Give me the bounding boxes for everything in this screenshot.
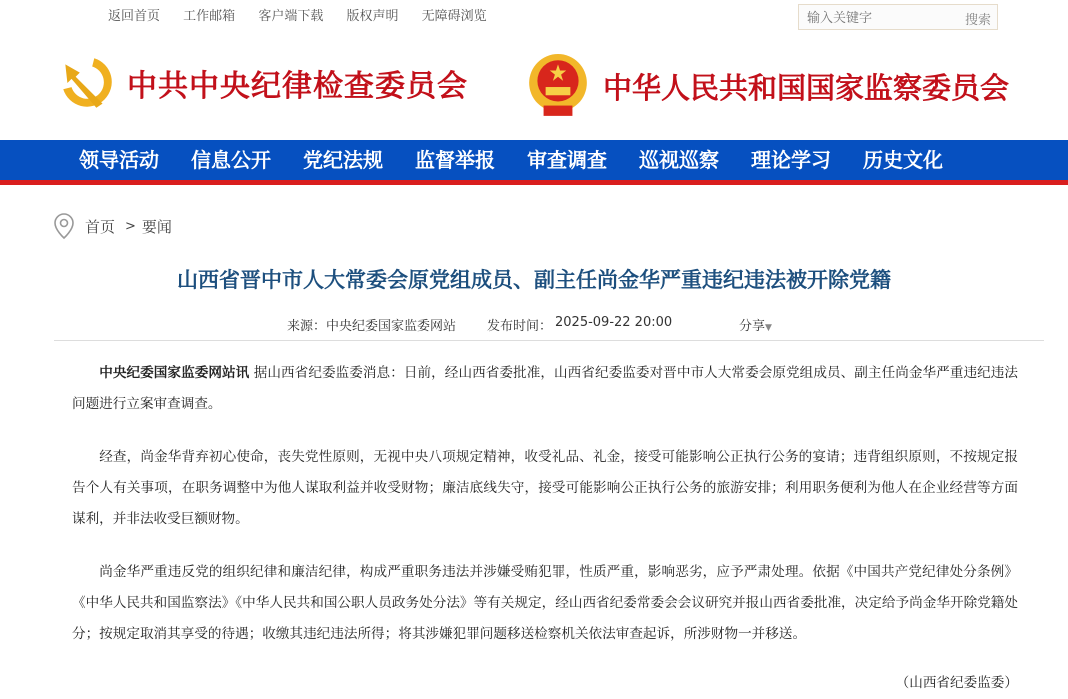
party-emblem-icon <box>55 52 117 114</box>
logo-ccdi[interactable] <box>55 52 468 114</box>
link-copyright[interactable]: 版权声明 <box>346 9 399 24</box>
paragraph <box>72 358 1018 420</box>
logo-nsc[interactable] <box>527 52 1009 120</box>
nav-item[interactable]: 巡视巡察 <box>639 148 719 172</box>
link-client-download[interactable]: 客户端下载 <box>258 9 324 24</box>
source-label: 来源： <box>287 319 327 334</box>
top-links <box>108 5 506 24</box>
source-value: 中央纪委国家监委网站 <box>326 319 457 334</box>
share-label: 分享 <box>739 319 766 334</box>
main-nav <box>0 140 1068 185</box>
article-title: 山西省晋中市人大常委会原党组成员、副主任尚金华严重违纪违法被开除党籍 <box>177 268 891 292</box>
search-input[interactable] <box>799 5 939 29</box>
link-mail[interactable]: 工作邮箱 <box>183 9 236 24</box>
signature: （山西省纪委监委） <box>895 675 1018 691</box>
nav-item[interactable]: 理论学习 <box>751 148 831 172</box>
share-button[interactable] <box>739 315 772 334</box>
nav-item[interactable]: 领导活动 <box>79 148 159 172</box>
search-box <box>798 4 998 30</box>
caret-down-icon: ▼ <box>765 323 772 333</box>
nav-item[interactable]: 信息公开 <box>191 148 271 172</box>
article-body <box>72 358 1018 699</box>
time-label: 发布时间： <box>487 319 553 334</box>
link-home[interactable]: 返回首页 <box>108 9 161 24</box>
nav-item[interactable]: 党纪法规 <box>303 148 383 172</box>
publish-time: 2025-09-22 20:00 <box>555 315 673 330</box>
breadcrumb-separator: > <box>125 218 136 234</box>
logo-ccdi-text: 中共中央纪律检查委员会 <box>127 69 468 104</box>
breadcrumb <box>52 212 172 240</box>
paragraph-text: 据山西省纪委监委消息：日前，经山西省委批准，山西省纪委监委对晋中市人大常委会原党组成员、副主任尚金华严重违纪违法问题进行立案审查调查。 <box>72 365 1019 412</box>
divider <box>54 340 1044 341</box>
paragraph: 经查，尚金华背弃初心使命，丧失党性原则，无视中央八项规定精神，收受礼品、礼金，接受可能影响公正执行公务的宴请；违背组织原则，不按规定报告个人有关事项，在职务调整中为他人谋取利益并收受财物；廉洁底线失守，接受可能影响公正执行公务的旅游安排；利用职务便利为他人在企业经营等方面谋利，并非法收受巨额财物。 <box>72 449 1018 527</box>
paragraph: 尚金华严重违反党的组织纪律和廉洁纪律，构成严重职务违法并涉嫌受贿犯罪，性质严重，影响恶劣，应予严肃处理。依据《中国共产党纪律处分条例》《中华人民共和国监察法》《中华人民共和国公职人员政务处分法》等有关规定，经山西省纪委常委会会议研究并报山西省委批准，决定给予尚金华开除党籍处分；按规定取消其享受的待遇；收缴其违纪违法所得；将其涉嫌犯罪问题移送检察机关依法审查起诉，所涉财物一并移送。 <box>72 564 1018 642</box>
breadcrumb-current[interactable]: 要闻 <box>141 217 172 236</box>
link-accessibility[interactable]: 无障碍浏览 <box>421 9 487 24</box>
nav-item[interactable]: 历史文化 <box>863 148 943 172</box>
nav-item[interactable]: 监督举报 <box>415 148 495 172</box>
location-pin-icon <box>52 212 76 240</box>
search-button[interactable]: 搜索 <box>964 13 991 28</box>
lead: 中央纪委国家监委网站讯 <box>99 365 250 381</box>
nav-item[interactable]: 审查调查 <box>527 148 607 172</box>
logo-nsc-text: 中华人民共和国国家监察委员会 <box>603 70 1010 105</box>
breadcrumb-home[interactable]: 首页 <box>85 217 116 236</box>
national-emblem-icon <box>527 52 589 120</box>
